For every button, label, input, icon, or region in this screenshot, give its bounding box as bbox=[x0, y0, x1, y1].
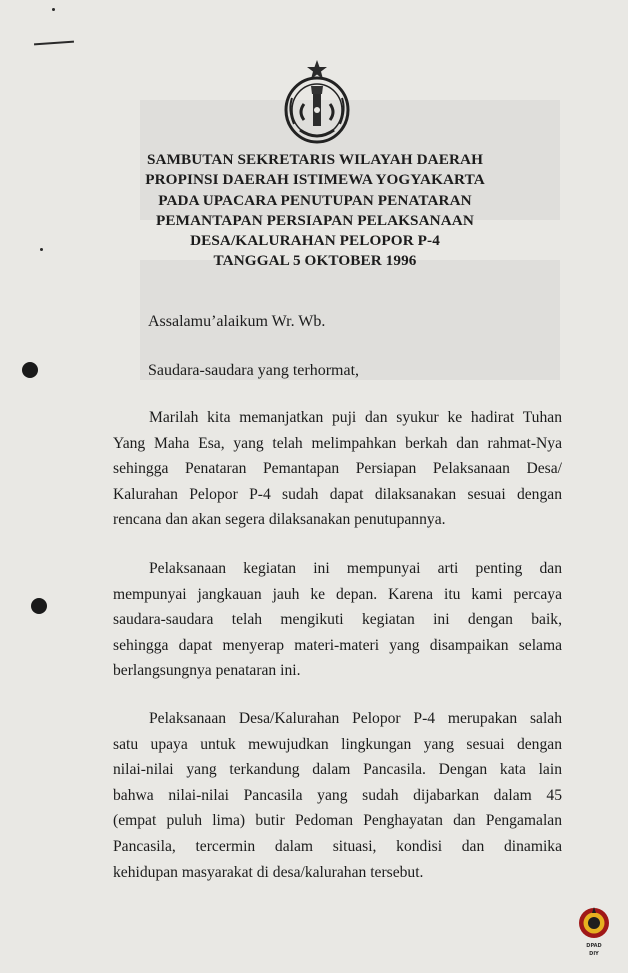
paragraph-2 bbox=[113, 556, 562, 684]
ink-mark bbox=[34, 41, 74, 46]
ink-mark bbox=[40, 248, 43, 251]
archive-logo-text-1: DPAD bbox=[586, 943, 602, 949]
paragraph-line: Yang Maha Esa, yang telah melimpahkan berkah dan rahmat-Nya bbox=[113, 434, 562, 452]
archive-logo-text-2: DIY bbox=[589, 951, 599, 957]
paragraph-line: mempunyai jangkauan jauh ke depan. Karena itu kami percaya bbox=[113, 585, 562, 603]
greeting: Assalamu’alaikum Wr. Wb. bbox=[148, 313, 326, 330]
punch-hole bbox=[31, 598, 47, 614]
ink-mark bbox=[52, 8, 55, 11]
paragraph-line: Pelaksanaan kegiatan ini mempunyai arti penting dan bbox=[149, 560, 562, 577]
paragraph-3 bbox=[113, 706, 562, 885]
paragraph-line: Marilah kita memanjatkan puji dan syukur ke hadirat Tuhan bbox=[149, 409, 562, 426]
heading-line: PADA UPACARA PENUTUPAN PENATARAN bbox=[158, 191, 472, 209]
paragraph-line: nilai-nilai yang terkandung dalam Pancasila. Dengan kata lain bbox=[113, 761, 562, 779]
heading-line: TANGGAL 5 OKTOBER 1996 bbox=[213, 252, 417, 270]
heading-line: DESA/KALURAHAN PELOPOR P-4 bbox=[190, 232, 440, 250]
heading-line: SAMBUTAN SEKRETARIS WILAYAH DAERAH bbox=[146, 151, 484, 168]
document-heading bbox=[100, 150, 530, 272]
paragraph-line: Kalurahan Pelopor P-4 sudah dapat dilaksanakan sesuai dengan bbox=[113, 485, 562, 503]
paragraph-1 bbox=[113, 405, 562, 533]
paragraph-line: saudara-saudara telah mengikuti kegiatan ini dengan baik, bbox=[113, 611, 562, 629]
salutation: Saudara-saudara yang terhormat, bbox=[148, 362, 360, 379]
heading-line: PEMANTAPAN PERSIAPAN PELAKSANAAN bbox=[156, 211, 474, 229]
paragraph-line: Pelaksanaan Desa/Kalurahan Pelopor P-4 merupakan salah bbox=[149, 710, 562, 727]
paragraph-line: sehingga dapat menyerap materi-materi yang disampaikan selama bbox=[113, 636, 562, 654]
paragraph-line: berlangsungnya penataran ini. bbox=[113, 662, 301, 680]
paragraph-line: rencana dan akan segera dilaksanakan penutupannya. bbox=[113, 511, 446, 529]
punch-hole bbox=[22, 362, 38, 378]
paragraph-line: (empat puluh lima) butir Pedoman Penghayatan dan Pengamalan bbox=[113, 812, 562, 830]
paragraph-line: bahwa nilai-nilai Pancasila yang sudah dijabarkan dalam 45 bbox=[113, 786, 562, 804]
archive-logo-icon bbox=[576, 905, 612, 961]
paragraph-line: sehingga Penataran Pemantapan Persiapan Pelaksanaan Desa/ bbox=[113, 460, 562, 478]
paragraph-line: satu upaya untuk mewujudkan lingkungan yang sesuai dengan bbox=[113, 735, 562, 753]
yogyakarta-emblem-icon bbox=[282, 58, 352, 146]
paragraph-line: Pancasila, tercermin dalam situasi, kondisi dan dinamika bbox=[113, 837, 562, 855]
heading-line: PROPINSI DAERAH ISTIMEWA YOGYAKARTA bbox=[145, 171, 485, 189]
paragraph-line: kehidupan masyarakat di desa/kalurahan tersebut. bbox=[113, 863, 424, 881]
